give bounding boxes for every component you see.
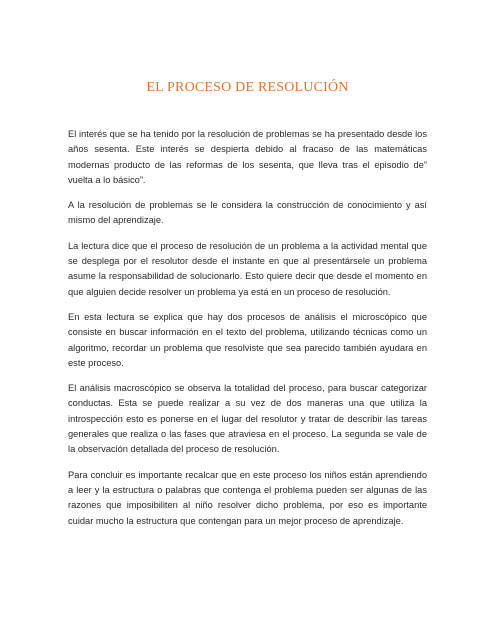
paragraph-intro: El interés que se ha tenido por la resolución de problemas se ha presentado desde los años sesenta. Este interés se despierta debido al fracaso de las matemáticas modernas producto de las reformas de los sesenta, que lleva tras el episodio de” vuelta a lo básico”. [68, 129, 427, 185]
paragraph-macroscopic: El análisis macroscópico se observa la totalidad del proceso, para buscar categorizar conductas. Esta se puede realizar a su vez de dos maneras una que utiliza la introspección esto es ponerse en el lugar del resolutor y tratar de describir las tareas generales que realiza o las fases que atraviesa en el proceso. La segunda se vale de la observación detallada del proceso de resolución. [68, 383, 427, 455]
document-title: EL PROCESO DE RESOLUCIÓN [146, 80, 349, 95]
paragraph-microscopic: En esta lectura se explica que hay dos procesos de análisis el microscópico que consiste en buscar información en el texto del problema, utilizando técnicas como un algoritmo, recordar un problema que resolviste que sea parecido también ayudara en este proceso. [68, 311, 427, 368]
paragraph-knowledge: A la resolución de problemas se le considera la construcción de conocimiento y así mismo del aprendizaje. [68, 200, 427, 226]
paragraph-reading: La lectura dice que el proceso de resolución de un problema a la actividad mental que se desplega por el resolutor desde el instante en que al presentársele un problema asume la responsabilidad de solucionarlo. Esto quiere decir que desde el momento en que alguien decide resolver un problema ya está en un proceso de resolución. [68, 240, 427, 297]
paragraph-conclusion: Para concluir es importante recalcar que en este proceso los niños están aprendiendo a leer y la estructura o palabras que contenga el problema pueden ser algunas de las razones que imposibiliten al niño resolver dicho problema, por eso es importante cuidar mucho la estructura que contengan para un mejor proceso de aprendizaje. [68, 469, 427, 526]
